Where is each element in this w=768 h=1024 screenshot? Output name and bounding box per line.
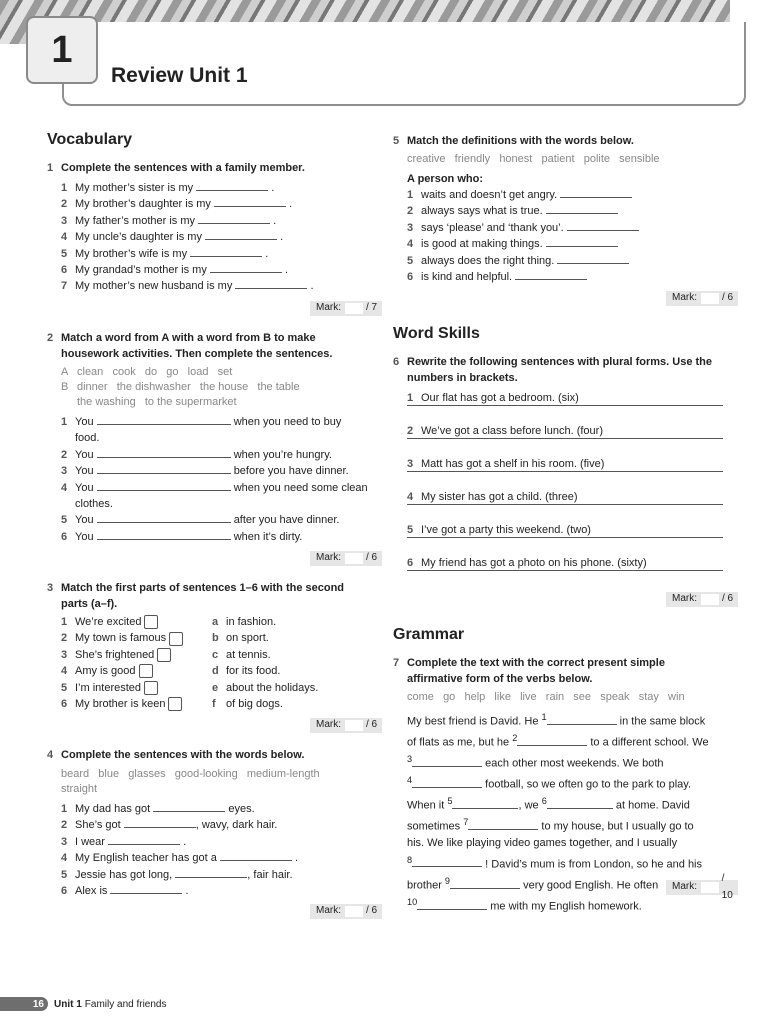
answer-line[interactable]	[407, 537, 723, 538]
exercise-4-list	[61, 801, 298, 899]
exercise-3-instruction: 3 Match the first parts of sentences 1–6 with the second parts (a–f).	[47, 582, 345, 611]
list-item: 4 You when you need some clean	[61, 481, 368, 494]
answer-blank[interactable]	[517, 735, 587, 746]
answer-box[interactable]	[169, 632, 183, 646]
list-item: 4 Amy is good d for its food.	[61, 665, 281, 678]
answer-blank[interactable]	[196, 180, 268, 191]
answer-blank[interactable]	[190, 246, 262, 257]
answer-blank[interactable]	[97, 447, 231, 458]
answer-blank[interactable]	[557, 253, 629, 264]
unit-number-badge: 1	[26, 16, 98, 84]
list-item: 3 I wear .	[61, 835, 187, 848]
section-heading-grammar: Grammar	[393, 626, 465, 643]
list-item: 1 Our flat has got a bedroom. (six)	[407, 392, 579, 404]
answer-blank[interactable]	[108, 834, 180, 845]
page-title: Review Unit 1	[111, 64, 248, 87]
text-line: brother $^9$ very good English. He often	[407, 875, 659, 892]
score-input[interactable]	[345, 303, 363, 314]
list-item: 5 I’m interested e about the holidays.	[61, 681, 319, 694]
exercise-7-instruction: 7 Complete the text with the correct present simple affirmative form of the verbs below.	[393, 657, 665, 686]
answer-blank[interactable]	[515, 269, 587, 280]
answer-box[interactable]	[144, 681, 158, 695]
answer-blank[interactable]	[567, 220, 639, 231]
answer-blank[interactable]	[452, 798, 518, 809]
list-item-cont: clothes.	[75, 498, 113, 511]
section-heading-word-skills: Word Skills	[393, 325, 480, 342]
section-heading-vocabulary: Vocabulary	[47, 131, 133, 148]
word-bank-b: B dinner the dishwasher the house the table	[61, 381, 300, 393]
answer-blank[interactable]	[97, 529, 231, 540]
list-item: 6 is kind and helpful.	[407, 269, 639, 285]
exercise-5-lead: A person who:	[407, 173, 483, 185]
list-item: 4 is good at making things.	[407, 236, 639, 252]
word-bank: creative friendly honest patient polite sensible	[407, 153, 660, 165]
mark-box: Mark: / 6	[666, 592, 738, 607]
answer-blank[interactable]	[198, 213, 270, 224]
answer-blank[interactable]	[153, 801, 225, 812]
exercise-2-instruction: 2 Match a word from A with a word from B to make housework activities. Then complete the sentences.	[47, 332, 333, 361]
answer-line[interactable]	[407, 405, 723, 406]
answer-blank[interactable]	[97, 414, 231, 425]
list-item: 5 You after you have dinner.	[61, 514, 340, 527]
answer-box[interactable]	[157, 648, 171, 662]
answer-blank[interactable]	[412, 777, 482, 788]
answer-line[interactable]	[407, 438, 723, 439]
list-item-cont: food.	[75, 432, 100, 445]
list-item: 1 My mother’s sister is my .	[61, 182, 275, 194]
answer-blank[interactable]	[124, 817, 196, 828]
answer-blank[interactable]	[97, 512, 231, 523]
score-input[interactable]	[345, 553, 363, 564]
answer-blank[interactable]	[468, 819, 538, 830]
mark-box: Mark: / 6	[310, 904, 382, 919]
exercise-1-instruction: 1 Complete the sentences with a family member.	[47, 162, 305, 174]
text-line: $^{10}$ me with my English homework.	[407, 896, 642, 913]
answer-blank[interactable]	[110, 883, 182, 894]
answer-box[interactable]	[139, 664, 153, 678]
answer-blank[interactable]	[214, 196, 286, 207]
text-line: My best friend is David. He $^1$ in the same block	[407, 712, 706, 728]
list-item: 3 You before you have dinner.	[61, 465, 349, 478]
word-bank-cont: straight	[61, 783, 98, 795]
score-input[interactable]	[345, 720, 363, 731]
score-input[interactable]	[701, 594, 719, 605]
exercise-3-list	[61, 614, 381, 712]
list-item: 6 You when it’s dirty.	[61, 530, 303, 543]
text-line: of flats as me, but he $^2$ to a different school. We	[407, 733, 709, 749]
list-item: 4 My sister has got a child. (three)	[407, 491, 578, 503]
word-bank-a: A clean cook do go load set	[61, 366, 233, 378]
answer-box[interactable]	[144, 615, 158, 629]
mark-box: Mark: / 6	[666, 291, 738, 306]
mark-box: Mark: / 6	[310, 718, 382, 733]
list-item: 2 My town is famous b on sport.	[61, 632, 269, 645]
word-bank-b-cont: the washing to the supermarket	[77, 396, 237, 408]
text-line: When it $^5$ , we $^6$ at home. David	[407, 796, 690, 812]
list-item: 3 She’s frightened c at tennis.	[61, 648, 271, 661]
text-line: his. We like playing video games together, and I usually	[407, 837, 678, 850]
answer-blank[interactable]	[210, 262, 282, 273]
page-footer	[0, 996, 166, 1012]
answer-blank[interactable]	[412, 856, 482, 867]
answer-blank[interactable]	[97, 480, 231, 491]
mark-box: Mark: / 6	[310, 551, 382, 566]
text-line: $^3$ each other most weekends. We both	[407, 754, 664, 770]
list-item: 6 Alex is .	[61, 885, 189, 898]
answer-line[interactable]	[407, 504, 723, 505]
list-item: 5 I’ve got a party this weekend. (two)	[407, 524, 591, 536]
footer-unit-name: Family and friends	[84, 998, 167, 1010]
answer-box[interactable]	[168, 697, 182, 711]
answer-blank[interactable]	[235, 278, 307, 289]
list-item: 3 My father’s mother is my .	[61, 214, 277, 227]
answer-line[interactable]	[407, 570, 723, 571]
word-bank: beard blue glasses good-looking medium-length	[61, 768, 320, 780]
list-item: 5 My brother’s wife is my .	[61, 247, 269, 260]
answer-blank[interactable]	[220, 850, 292, 861]
answer-blank[interactable]	[547, 714, 617, 725]
answer-blank[interactable]	[546, 203, 618, 214]
list-item: 6 My friend has got a photo on his phone. (sixty)	[407, 557, 647, 569]
answer-blank[interactable]	[175, 867, 247, 878]
mark-box: Mark: / 10	[666, 880, 738, 895]
score-input[interactable]	[701, 293, 719, 304]
exercise-1-list	[61, 180, 314, 295]
answer-blank[interactable]	[97, 463, 231, 474]
list-item: 4 My uncle’s daughter is my .	[61, 231, 284, 244]
score-input[interactable]	[345, 906, 363, 917]
list-item: 2 always says what is true.	[407, 203, 639, 219]
answer-blank[interactable]	[450, 878, 520, 889]
list-item: 5 Jessie has got long, , fair hair.	[61, 868, 293, 881]
list-item: 1 We’re excited a in fashion.	[61, 616, 277, 628]
page-number: 16	[0, 997, 48, 1011]
footer-unit: Unit 1	[54, 998, 82, 1010]
list-item: 6 My brother is keen f of big dogs.	[61, 698, 283, 711]
list-item: 2 My brother’s daughter is my .	[61, 198, 293, 211]
exercise-5-list	[407, 187, 639, 285]
list-item: 3 Matt has got a shelf in his room. (five)	[407, 458, 605, 470]
text-line: sometimes $^7$ to my house, but I usually go to	[407, 817, 694, 833]
answer-blank[interactable]	[412, 756, 482, 767]
list-item: 3 says ‘please’ and ‘thank you’.	[407, 220, 639, 236]
word-bank: come go help like live rain see speak stay win	[407, 691, 685, 703]
list-item: 2 We’ve got a class before lunch. (four)	[407, 425, 603, 437]
list-item: 4 My English teacher has got a .	[61, 852, 299, 865]
exercise-5-instruction: 5 Match the definitions with the words below.	[393, 135, 634, 147]
answer-blank[interactable]	[547, 798, 613, 809]
mark-box: Mark: / 7	[310, 301, 382, 316]
answer-blank[interactable]	[560, 187, 632, 198]
list-item: 1 My dad has got eyes.	[61, 803, 255, 815]
list-item: 1 You when you need to buy	[61, 416, 342, 428]
answer-blank[interactable]	[205, 229, 277, 240]
score-input[interactable]	[701, 882, 719, 893]
exercise-2-list	[61, 414, 368, 545]
text-line: $^4$ football, so we often go to the park to play.	[407, 775, 692, 791]
text-line: $^8$ ! David’s mum is from London, so he and his	[407, 854, 703, 871]
list-item: 1 waits and doesn’t get angry.	[407, 187, 639, 203]
answer-blank[interactable]	[417, 899, 487, 910]
exercise-4-instruction: 4 Complete the sentences with the words below.	[47, 749, 305, 761]
list-item: 7 My mother’s new husband is my .	[61, 280, 314, 293]
list-item: 5 always does the right thing.	[407, 253, 639, 269]
answer-line[interactable]	[407, 471, 723, 472]
list-item: 2 You when you’re hungry.	[61, 448, 332, 461]
list-item: 6 My grandad’s mother is my .	[61, 264, 289, 277]
exercise-6-instruction: 6 Rewrite the following sentences with plural forms. Use the numbers in brackets.	[393, 356, 712, 385]
answer-blank[interactable]	[546, 236, 618, 247]
list-item: 2 She’s got , wavy, dark hair.	[61, 819, 278, 832]
